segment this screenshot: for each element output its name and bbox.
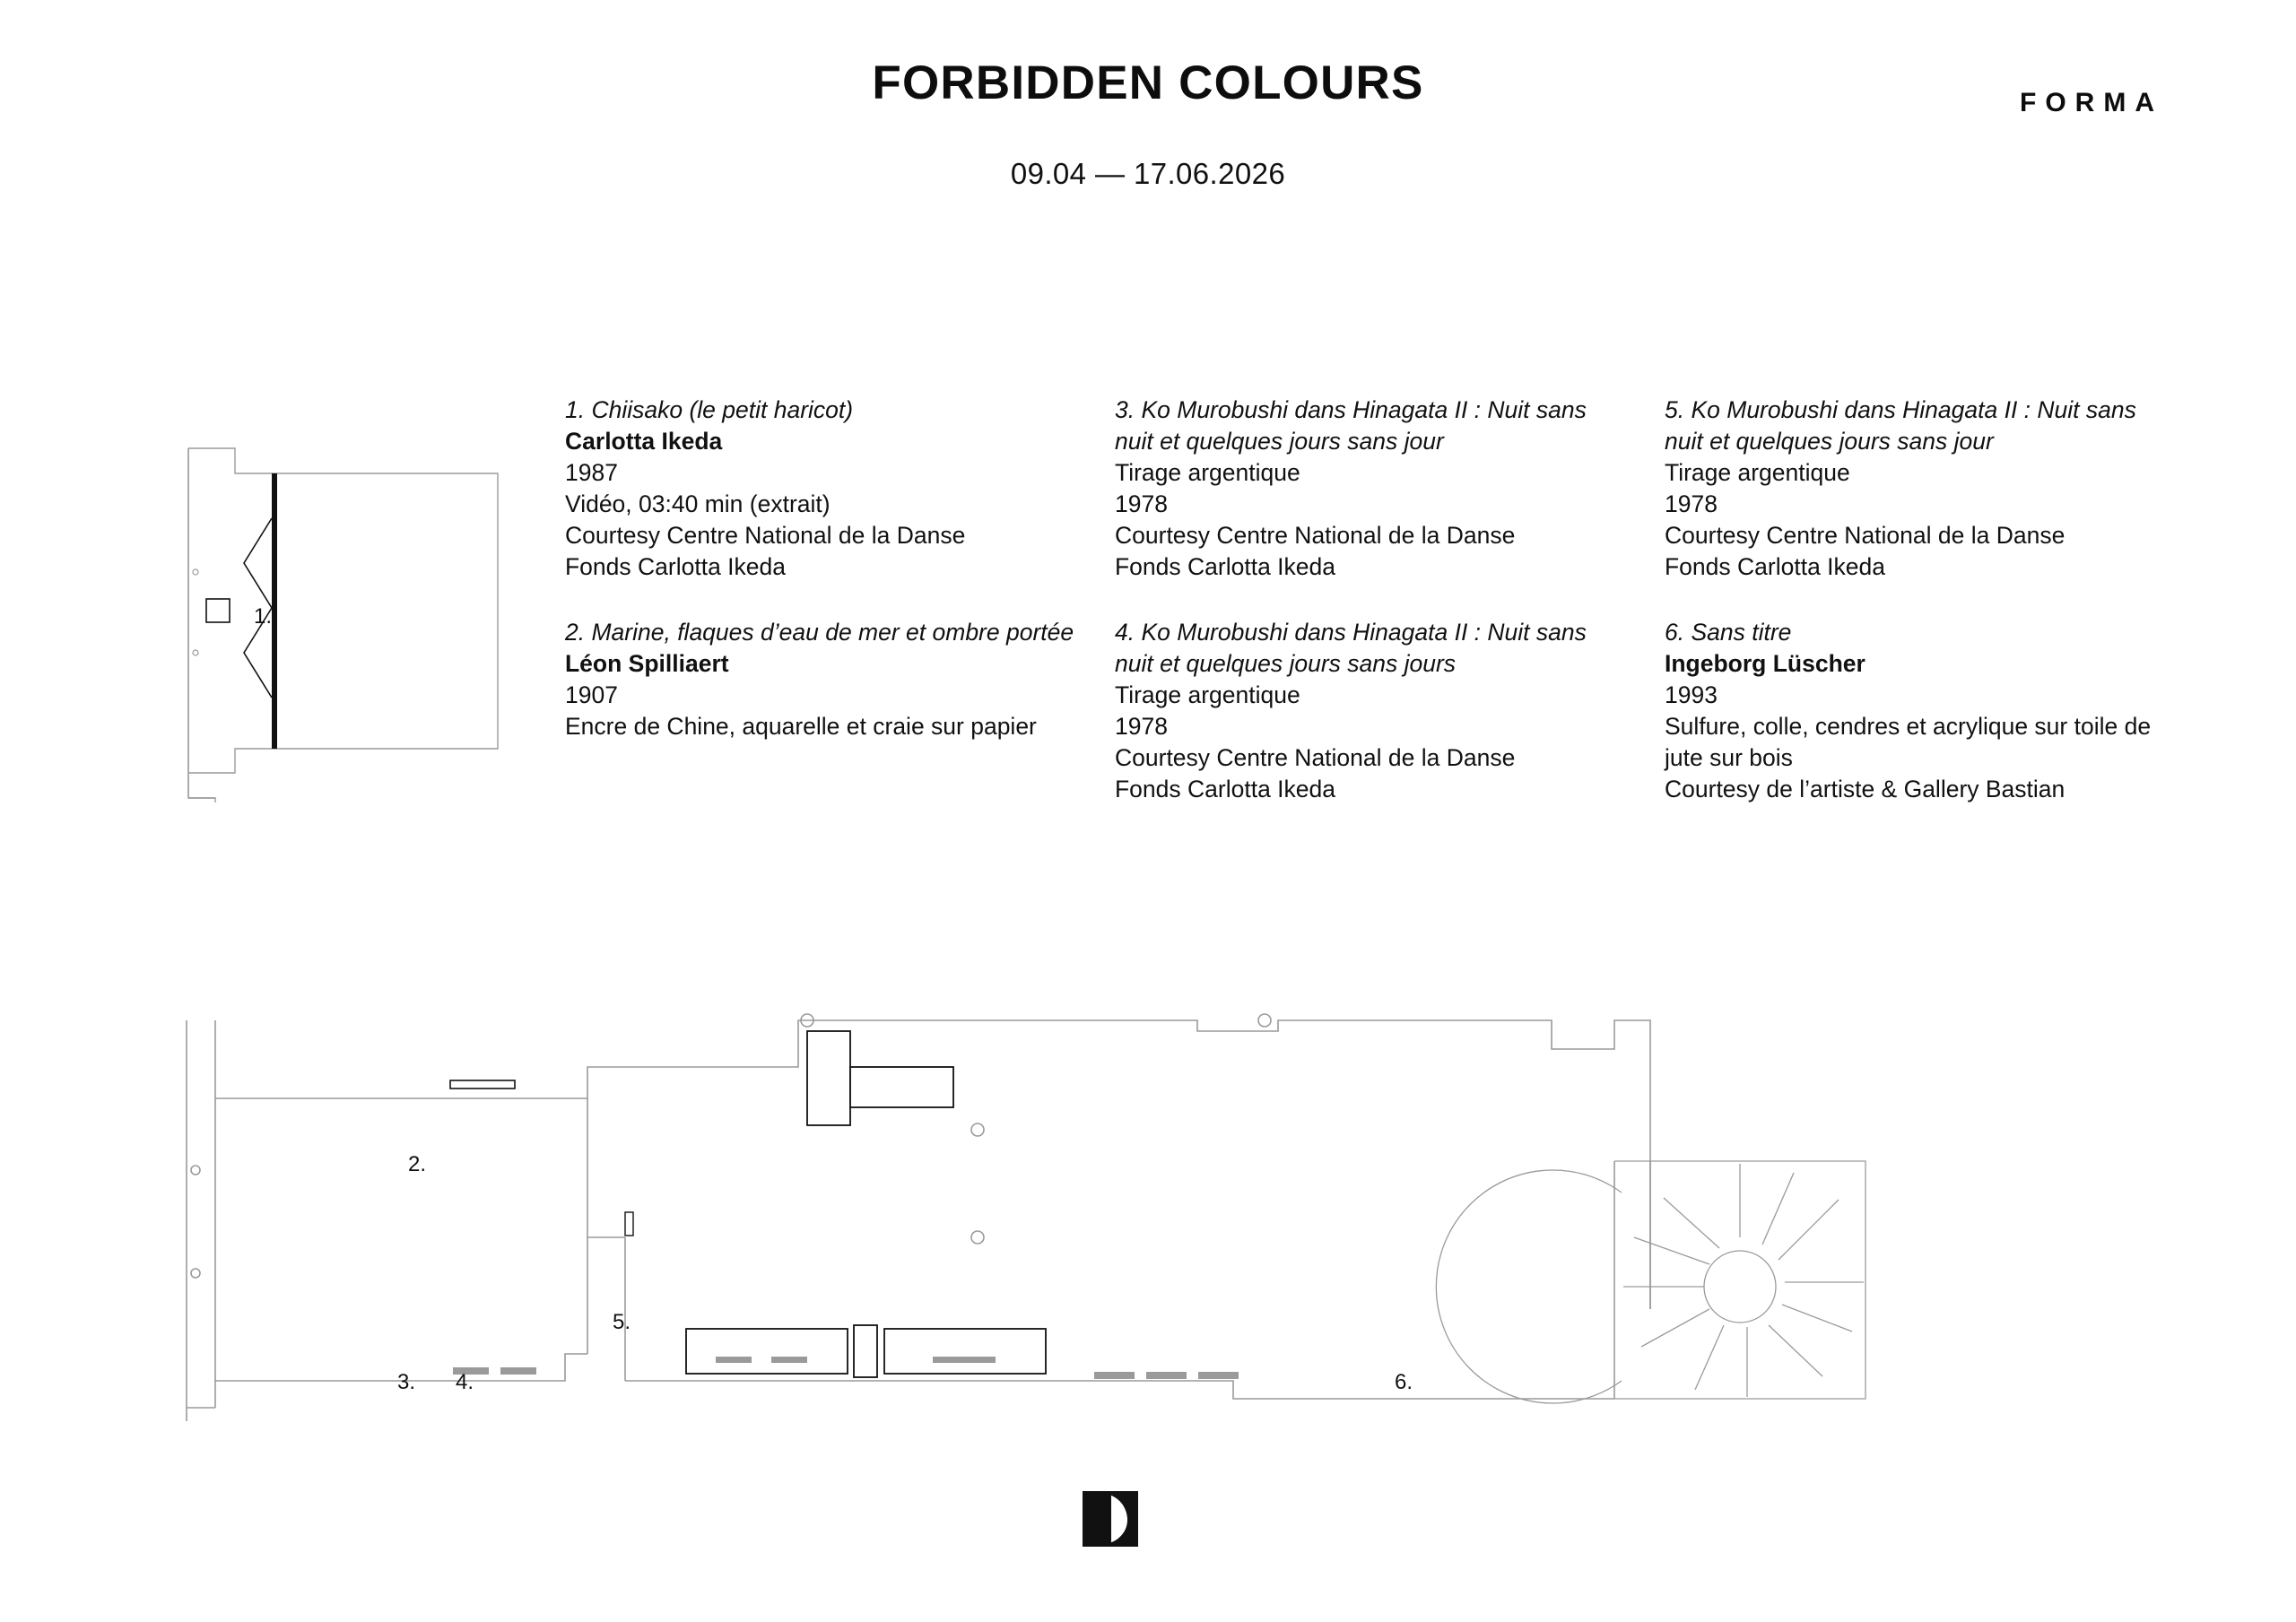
- plan-label-4: 4.: [456, 1370, 474, 1394]
- caption-detail: 1907: [565, 681, 618, 708]
- caption-title: 3. Ko Murobushi dans Hinagata II : Nuit sans nuit et quelques jours sans jour: [1115, 396, 1587, 455]
- caption-detail: Tirage argentique: [1115, 458, 1300, 486]
- caption-detail: Sulfure, colle, cendres et acrylique sur toile de jute sur bois: [1665, 712, 2152, 771]
- caption-entry: [1115, 395, 1624, 583]
- plan-label-6: 6.: [1395, 1370, 1413, 1394]
- caption-detail: Encre de Chine, aquarelle et craie sur papier: [565, 712, 1037, 740]
- plan-label-1: 1.: [254, 604, 273, 629]
- caption-title: 6. Sans titre: [1665, 618, 1792, 646]
- caption-detail: 1987: [565, 458, 618, 486]
- caption-column: [1115, 395, 1665, 839]
- caption-detail: Fonds Carlotta Ikeda: [1115, 552, 1335, 580]
- caption-detail: 1978: [1115, 490, 1168, 517]
- caption-detail: Tirage argentique: [1665, 458, 1850, 486]
- caption-column: [565, 395, 1115, 839]
- exhibition-dates: 09.04 — 17.06.2026: [1010, 157, 1286, 190]
- caption-artist: Léon Spilliaert: [565, 649, 729, 677]
- caption-artist: Ingeborg Lüscher: [1665, 649, 1866, 677]
- page-title: FORBIDDEN COLOURS: [872, 56, 1424, 109]
- caption-detail: 1993: [1665, 681, 1718, 708]
- caption-detail: Courtesy Centre National de la Danse: [1115, 521, 1516, 549]
- caption-entry: [1665, 617, 2174, 805]
- caption-title: 5. Ko Murobushi dans Hinagata II : Nuit sans nuit et quelques jours sans jour: [1665, 396, 2136, 455]
- caption-detail: Courtesy Centre National de la Danse: [565, 521, 966, 549]
- caption-detail: Courtesy Centre National de la Danse: [1115, 743, 1516, 771]
- footer-logo-icon: [1083, 1491, 1138, 1547]
- caption-detail: 1978: [1665, 490, 1718, 517]
- caption-detail: Vidéo, 03:40 min (extrait): [565, 490, 831, 517]
- page-header: [0, 0, 2296, 233]
- caption-list: [565, 395, 2215, 839]
- caption-title: 1. Chiisako (le petit haricot): [565, 396, 854, 423]
- caption-detail: Tirage argentique: [1115, 681, 1300, 708]
- caption-detail: Fonds Carlotta Ikeda: [1665, 552, 1885, 580]
- caption-entry: [565, 617, 1074, 742]
- caption-entry: [1115, 617, 1624, 805]
- caption-entry: [565, 395, 1074, 583]
- caption-detail: Fonds Carlotta Ikeda: [1115, 775, 1335, 802]
- caption-column: [1665, 395, 2214, 839]
- caption-title: 2. Marine, flaques d’eau de mer et ombre portée: [565, 618, 1074, 646]
- plan-label-2: 2.: [408, 1152, 427, 1176]
- caption-entry: [1665, 395, 2174, 583]
- caption-detail: Fonds Carlotta Ikeda: [565, 552, 786, 580]
- upper-floor-plan: [179, 439, 556, 807]
- caption-artist: Carlotta Ikeda: [565, 427, 723, 455]
- plan-label-5: 5.: [613, 1310, 631, 1334]
- plan-label-3: 3.: [397, 1370, 416, 1394]
- caption-title: 4. Ko Murobushi dans Hinagata II : Nuit sans nuit et quelques jours sans jours: [1115, 618, 1587, 677]
- caption-detail: Courtesy de l’artiste & Gallery Bastian: [1665, 775, 2066, 802]
- caption-detail: 1978: [1115, 712, 1168, 740]
- caption-detail: Courtesy Centre National de la Danse: [1665, 521, 2066, 549]
- brand-wordmark: FORMA: [2020, 88, 2163, 117]
